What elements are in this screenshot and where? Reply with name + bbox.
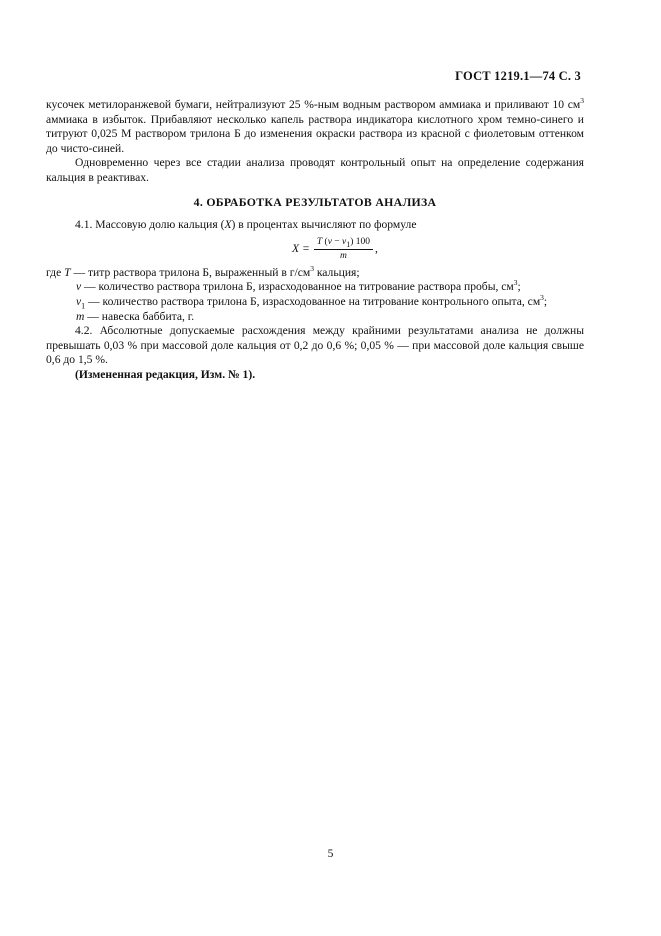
definition-T: где T — титр раствора трилона Б, выраженный в $г/см^3$ кальция;	[46, 263, 360, 279]
section-title: 4. ОБРАБОТКА РЕЗУЛЬТАТОВ АНАЛИЗА	[193, 194, 437, 209]
definitions	[46, 263, 584, 324]
formula	[46, 237, 584, 262]
definition-v1: $v_1$ — количество раствора трилона Б, израсходованное на титрование контрольного опыта, $см^3$;	[76, 293, 548, 311]
definition-m: m — навеска баббита, г.	[76, 309, 195, 323]
paragraph-4-2: 4.2. Абсолютные допускаемые расхождения между крайними результатами анализа не должны превышать 0,03 % при массовой доле кальция от 0,2 до 0,6 %; 0,05 % — при массовой доле кальция свыше 0,6 до 1,5 %.	[46, 324, 584, 367]
formula-denominator: m	[340, 250, 347, 261]
formula-fraction	[314, 237, 373, 262]
document-body	[46, 98, 584, 383]
paragraph-4-1: 4.1. Массовую долю кальция (X) в процентах вычисляют по формуле	[75, 218, 417, 232]
paragraph-control-experiment: Одновременно через все стадии анализа проводят контрольный опыт на определение содержания кальция в реактивах.	[46, 156, 584, 184]
definition-v: v — количество раствора трилона Б, израсходованное на титрование раствора пробы, $см^3$;	[76, 278, 521, 294]
running-head: ГОСТ 1219.1—74 С. 3	[455, 69, 581, 83]
formula-numerator: T $(v - v_1)$ 100	[314, 237, 373, 250]
amendment-note: (Измененная редакция, Изм. № 1).	[75, 367, 256, 381]
paragraph-continuation: кусочек метилоранжевой бумаги, нейтрализуют 25 %-ным водным раствором аммиака и приливают 10 $см^3$ аммиака в избыток. Прибавляют несколько капель раствора индикатора кислотного хром темно-синего и титруют 0,025 М раствором трилона Б до изменения окраски раствора из красной с фиолетовым оттенком до чисто-синей.	[46, 96, 584, 155]
formula-lhs: X =	[292, 241, 310, 255]
page-number: 5	[327, 848, 334, 860]
formula-comma: ,	[375, 241, 378, 255]
